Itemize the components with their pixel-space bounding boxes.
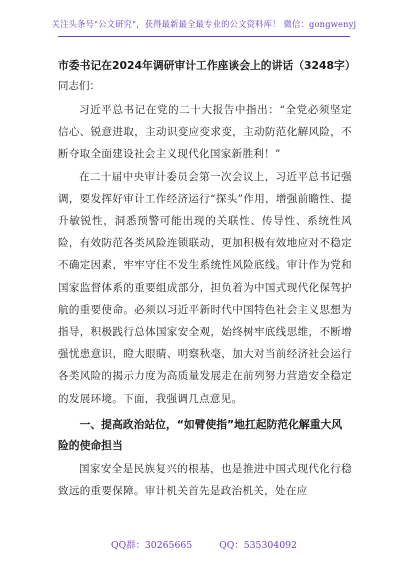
paragraph-2: 在二十届中央审计委员会第一次会议上，习近平总书记强调，要发挥好审计工作经济运行“探头”作用，增强前瞻性、提升敏锐性，洞悉预警可能出现的关联性、传导性、系统性风险，有效防范各类风险连锁联动，更加积极有效地应对不稳定不确定因素，牢牢守住不发生系统性风险底线。审计作为党和国家监督体系的重要组成部分，担负着为中国式现代化保驾护航的重要使命。必须以习近平新时代中国特色社会主义思想为指导，积极践行总体国家安全观，始终树牢底线思维，不断增强忧患意识，瞪大眼睛、明察秋毫，加大对当前经济社会运行各类风险的揭示力度为高质量发展走在前列努力营造安全稳定的发展环境。下面，我强调几点意见。: [58, 170, 352, 405]
section-heading-1: 一、提高政治站位，“如臂使指”地扛起防范化解重大风险的使命担当: [58, 417, 343, 452]
salutation: 同志们：: [58, 80, 100, 92]
document-title: 市委书记在2024年调研审计工作座谈会上的讲话（3248字）: [58, 59, 356, 72]
footer-qq-number: QQ：535304092: [219, 540, 297, 551]
document-body: [58, 56, 356, 502]
paragraph-1: 习近平总书记在党的二十大报告中指出：“全党必须坚定信心、锐意进取，主动识变应变求变，主动防范化解风险，不断夺取全面建设社会主义现代化国家新胜利！”: [58, 104, 352, 161]
footer-qq-group: QQ群：30265665: [111, 540, 193, 551]
section-paragraph-1: 国家安全是民族复兴的根基，也是推进中国式现代化行稳致远的重要保障。审计机关首先是政治机关，处在应: [58, 462, 352, 498]
footer-contact: [0, 537, 408, 551]
header-divider: [58, 36, 350, 37]
header-banner: 关注头条号"公文研究"，获得最新最全最专业的公文资料库！ 微信：gongwenyj: [51, 19, 357, 29]
